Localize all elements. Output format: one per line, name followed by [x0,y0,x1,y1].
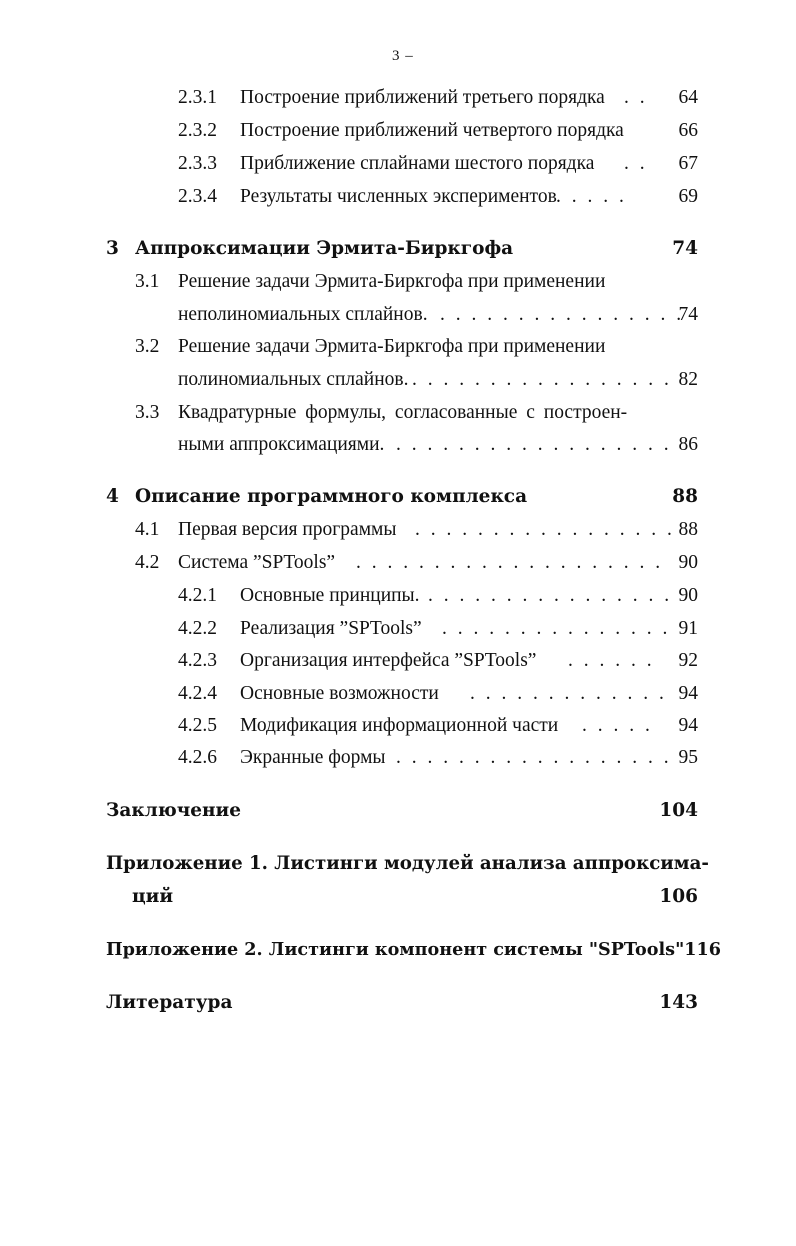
toc-number: 4.2.2 [178,618,217,639]
toc-page: 74 [678,304,698,325]
toc-leader-dots: . . . . . . . . . . . . . . . . [440,304,685,325]
toc-title: Основные возможности [240,683,439,704]
toc-leader-dots: . . . . . . . . . . . . . . . . . . [396,747,672,768]
toc-page: 91 [678,618,698,639]
toc-page: 67 [678,153,698,174]
toc-entry-2-3-4[interactable] [178,182,698,212]
toc-page: 74 [672,238,698,259]
toc-page: 64 [678,87,698,108]
toc-page: 69 [678,186,698,207]
toc-page: 88 [672,486,698,507]
toc-leader-dots: . . . . . . . . . . . . . . . . . [415,519,675,540]
toc-leader-dots: . . . . . . . . . . . . . . . [442,618,671,639]
toc-entry-3-1-cont[interactable] [178,300,698,330]
toc-page: 94 [678,683,698,704]
toc-page: 88 [678,519,698,540]
toc-number: 2.3.4 [178,186,217,207]
toc-leader-dots: . . . . . . [568,650,655,671]
toc-title: Аппроксимации Эрмита-Биркгофа [135,238,514,259]
toc-leader-dots: . . . . . . . . . . . . . [470,683,667,704]
toc-title: Приложение 2. Листинги компонент системы "SPTools"116 [106,939,721,960]
toc-title: ными аппроксимациями. [178,434,385,455]
toc-page: 66 [678,120,698,141]
toc-number: 3.3 [135,402,160,423]
toc-title: Квадратурные формулы, согласованные с построен- [178,402,628,423]
toc-title: Построение приближений третьего порядка [240,87,605,108]
toc-number: 4.2.1 [178,585,217,606]
toc-number: 2.3.2 [178,120,217,141]
toc-title: Модификация информационной части [240,715,559,736]
toc-number: 4 [106,486,119,507]
toc-page: 90 [678,552,698,573]
toc-number: 4.2.5 [178,715,217,736]
toc-leader-dots: . . . . . [556,186,627,207]
toc-number: 3 [106,238,119,259]
toc-title: Построение приближений четвертого порядка [240,120,624,141]
toc-chapter-3[interactable] [106,234,698,264]
toc-number: 2.3.1 [178,87,217,108]
toc-entry-4-2[interactable] [135,548,698,578]
toc-entry-4-2-2[interactable] [178,614,698,644]
toc-page: 104 [659,800,698,821]
toc-title: Приложение 1. Листинги модулей анализа аппроксима- [106,853,709,874]
toc-chapter-4[interactable] [106,482,698,512]
toc-entry-3-3-cont[interactable] [178,430,698,460]
toc-page: 94 [678,715,698,736]
toc-entry-4-1[interactable] [135,515,698,545]
toc-appendix-1-cont[interactable] [106,882,698,912]
toc-leader-dots: . . . . . . . . . . . . . . . . . . [396,434,672,455]
toc-title: Основные принципы. [240,585,420,606]
toc-leader-dots: . . . . . . . . . . . . . . . . . . . . [356,552,664,573]
toc-title: ций [132,886,174,907]
toc-title: неполиномиальных сплайнов. [178,304,428,325]
toc-title: полиномиальных сплайнов. [178,369,409,390]
toc-literature[interactable] [106,988,698,1018]
toc-number: 3.2 [135,336,160,357]
page-number: 3 – [392,48,414,64]
toc-title: Результаты численных экспериментов [240,186,557,207]
toc-page: 95 [678,747,698,768]
toc-leader-dots: . . [624,153,648,174]
toc-entry-3-2[interactable] [135,332,698,362]
toc-title: Экранные формы [240,747,386,768]
toc-page: 86 [678,434,698,455]
toc-title: Решение задачи Эрмита-Биркгофа при применении [178,271,606,292]
toc-entry-2-3-2[interactable] [178,116,698,146]
toc-leader-dots: . . . . . . . . . . . . . . . . [428,585,673,606]
toc-title: Литература [106,992,233,1013]
toc-page: 92 [678,650,698,671]
toc-entry-4-2-3[interactable] [178,646,698,676]
toc-title: Система ”SPTools” [178,552,336,573]
toc-appendix-2[interactable] [106,935,721,965]
toc-entry-3-3[interactable] [135,398,698,428]
toc-entry-3-2-cont[interactable] [178,365,698,395]
toc-conclusion[interactable] [106,796,698,826]
toc-title: Приближение сплайнами шестого порядка [240,153,595,174]
toc-number: 4.2.3 [178,650,217,671]
toc-number: 2.3.3 [178,153,217,174]
toc-page: 106 [659,886,698,907]
toc-title: Первая версия программы [178,519,397,540]
toc-entry-3-1[interactable] [135,267,698,297]
toc-leader-dots: . . . . . . . . . . . . . . . . . [412,369,672,390]
toc-title: Решение задачи Эрмита-Биркгофа при применении [178,336,606,357]
toc-entry-2-3-3[interactable] [178,149,698,179]
toc-number: 3.1 [135,271,160,292]
toc-title: Организация интерфейса ”SPTools” [240,650,537,671]
toc-entry-4-2-1[interactable] [178,581,698,611]
toc-title: Реализация ”SPTools” [240,618,422,639]
toc-entry-4-2-4[interactable] [178,679,698,709]
toc-appendix-1[interactable] [106,849,709,879]
toc-number: 4.2.4 [178,683,217,704]
toc-entry-4-2-6[interactable] [178,743,698,773]
toc-title: Заключение [106,800,242,821]
toc-page: 82 [678,369,698,390]
toc-leader-dots: . . [624,87,648,108]
toc-page: 90 [678,585,698,606]
toc-number: 4.1 [135,519,160,540]
toc-page: 143 [659,992,698,1013]
toc-leader-dots: . . . . . [582,715,653,736]
toc-entry-4-2-5[interactable] [178,711,698,741]
toc-number: 4.2 [135,552,160,573]
toc-title: Описание программного комплекса [135,486,528,507]
toc-number: 4.2.6 [178,747,217,768]
toc-entry-2-3-1[interactable] [178,83,698,113]
